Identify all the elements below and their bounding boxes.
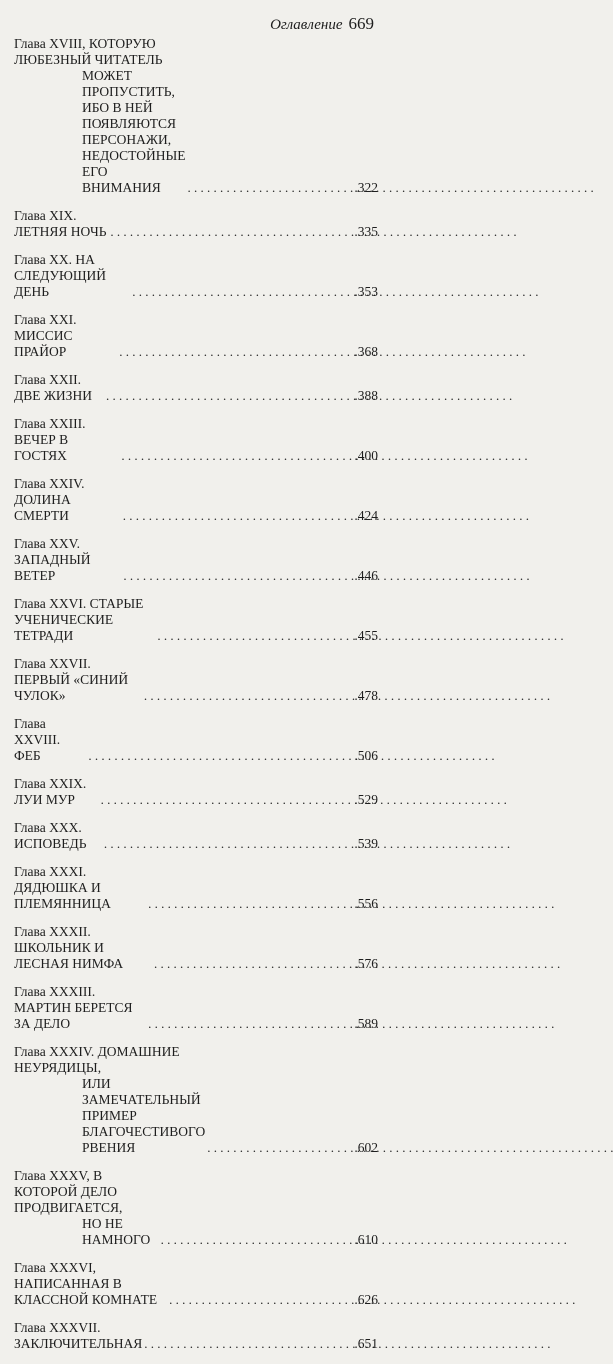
- chapter-label: Глава XXVII: [14, 656, 88, 671]
- chapter-title-text: . ДЯДЮШКА И ПЛЕМЯННИЦА: [14, 864, 111, 911]
- toc-entry: [14, 1260, 378, 1308]
- chapter-label: Глава XIX: [14, 208, 74, 223]
- chapter-title-text: . НА СЛЕДУЮЩИЙ ДЕНЬ: [14, 252, 106, 299]
- page-number: .506: [354, 748, 378, 763]
- toc-entry-title: [14, 716, 86, 764]
- page-number: .368: [354, 344, 378, 359]
- page-number: .529: [354, 792, 378, 807]
- toc-entry: [14, 208, 378, 240]
- toc-entry-line: [14, 36, 185, 68]
- chapter-title-text: . ШКОЛЬНИК И ЛЕСНАЯ НИМФА: [14, 924, 124, 971]
- chapter-title-text: . ДОМАШНИЕ НЕУРЯДИЦЫ,: [14, 1044, 180, 1075]
- dot-leader: [144, 1336, 352, 1352]
- toc-entry-title: [14, 312, 117, 360]
- page-number: .353: [354, 284, 378, 299]
- toc-entry-title: [14, 208, 108, 240]
- page-number: .335: [354, 224, 378, 239]
- toc-entry-line: [14, 864, 146, 912]
- chapter-title-text: НЕДОСТОЙНЫЕ ЕГО ВНИМАНИЯ: [82, 148, 186, 195]
- toc-entry: [14, 252, 378, 300]
- toc-entry: [14, 1320, 378, 1352]
- toc-entry-title: [14, 372, 104, 404]
- toc-entry: [14, 864, 378, 912]
- toc-entry-line: [14, 924, 152, 972]
- dot-leader: [119, 344, 352, 360]
- toc-entry-title: [14, 36, 185, 196]
- dot-leader: [88, 748, 352, 764]
- toc-entry-line: [14, 536, 121, 584]
- dot-leader: [104, 836, 353, 852]
- toc-entry-line: [14, 1168, 159, 1216]
- dot-leader: [144, 688, 353, 704]
- toc-entry-line: [14, 1044, 205, 1076]
- dot-leader: [106, 388, 352, 404]
- dot-leader: [123, 568, 352, 584]
- toc-entry-line: [14, 1320, 142, 1352]
- toc-entry: [14, 476, 378, 524]
- chapter-title-text: . ЗАКЛЮЧИТЕЛЬНАЯ: [14, 1320, 143, 1351]
- toc-entry-title: [14, 1044, 205, 1156]
- page-number: .651: [354, 1336, 378, 1351]
- dot-leader: [207, 1140, 352, 1156]
- toc-entry-line: [14, 416, 119, 464]
- toc-entry: [14, 312, 378, 360]
- chapter-title-text: . МАРТИН БЕРЕТСЯ ЗА ДЕЛО: [14, 984, 133, 1031]
- chapter-label: Глава XXIII: [14, 416, 83, 431]
- page-number: .446: [354, 568, 378, 583]
- toc-entry: [14, 36, 378, 196]
- toc-entry-line: [14, 208, 108, 240]
- chapter-label: Глава XXIV: [14, 476, 82, 491]
- toc-entry-title: [14, 656, 142, 704]
- toc-entry-line: [14, 1076, 205, 1124]
- dot-leader: [148, 1016, 352, 1032]
- header-page-number: 669: [348, 14, 374, 33]
- chapter-title-text: МОЖЕТ ПРОПУСТИТЬ,: [82, 68, 175, 99]
- toc-entry-title: [14, 924, 152, 972]
- page-number: .589: [354, 1016, 378, 1031]
- toc-entry-line: [14, 100, 185, 148]
- chapter-label: Глава XXVIII: [14, 716, 57, 747]
- toc-entry-title: [14, 536, 121, 584]
- toc-entry-title: [14, 820, 102, 852]
- toc-entry-line: [14, 984, 146, 1032]
- chapter-label: Глава XXV: [14, 536, 77, 551]
- chapter-label: Глава XXXIII: [14, 984, 92, 999]
- toc-entry: [14, 924, 378, 972]
- chapter-label: Глава XX: [14, 252, 69, 267]
- toc-entry-line: [14, 148, 185, 196]
- toc-entry-line: [14, 596, 155, 644]
- toc-entry-title: [14, 1168, 159, 1248]
- chapter-title-text: ИБО В НЕЙ ПОЯВЛЯЮТСЯ ПЕРСОНАЖИ,: [82, 100, 176, 147]
- chapter-label: Глава XXXVII: [14, 1320, 98, 1335]
- dot-leader: [148, 896, 352, 912]
- page-number: .556: [354, 896, 378, 911]
- toc-entry-line: [14, 1124, 205, 1156]
- toc-entry-line: [14, 820, 102, 852]
- chapter-title-text: . МИССИС ПРАЙОР: [14, 312, 77, 359]
- toc-entry: [14, 416, 378, 464]
- chapter-label: Глава XXXII: [14, 924, 88, 939]
- page-number: .388: [354, 388, 378, 403]
- page-number: .322: [354, 180, 378, 195]
- toc-entry-title: [14, 776, 99, 808]
- toc-entry-line: [14, 1216, 159, 1248]
- toc-entry: [14, 372, 378, 404]
- chapter-title-text: . ЛУИ МУР: [14, 776, 87, 807]
- toc-entry: [14, 1044, 378, 1156]
- toc-entry-line: [14, 312, 117, 360]
- toc-entry-title: [14, 864, 146, 912]
- toc-entry-line: [14, 776, 99, 808]
- chapter-label: Глава XXXI: [14, 864, 83, 879]
- dot-leader: [132, 284, 352, 300]
- chapter-title-text: . ДВЕ ЖИЗНИ: [14, 372, 92, 403]
- dot-leader: [187, 180, 352, 196]
- dot-leader: [157, 628, 352, 644]
- chapter-label: Глава XVIII: [14, 36, 83, 51]
- chapter-title-text: , НАПИСАННАЯ В КЛАССНОЙ КОМНАТЕ: [14, 1260, 158, 1307]
- chapter-label: Глава XXX: [14, 820, 79, 835]
- toc-entry-title: [14, 596, 155, 644]
- page-number: .478: [354, 688, 378, 703]
- dot-leader: [123, 508, 353, 524]
- toc-entry-line: [14, 68, 185, 100]
- dot-leader: [121, 448, 352, 464]
- toc-entry: [14, 656, 378, 704]
- dot-leader: [169, 1292, 352, 1308]
- page-number: .610: [354, 1232, 378, 1247]
- toc-entry-line: [14, 1260, 167, 1308]
- toc-entry-line: [14, 656, 142, 704]
- toc-entry-title: [14, 416, 119, 464]
- chapter-label: Глава XXXVI: [14, 1260, 93, 1275]
- chapter-title-text: . ЛЕТНЯЯ НОЧЬ: [14, 208, 107, 239]
- chapter-title-text: . СТАРЫЕ УЧЕНИЧЕСКИЕ ТЕТРАДИ: [14, 596, 144, 643]
- chapter-label: Глава XXVI: [14, 596, 83, 611]
- chapter-title-text: . ВЕЧЕР В ГОСТЯХ: [14, 416, 86, 463]
- chapter-label: Глава XXXV: [14, 1168, 87, 1183]
- chapter-label: Глава XXXIV: [14, 1044, 91, 1059]
- page-number: .626: [354, 1292, 378, 1307]
- chapter-title-text: . ИСПОВЕДЬ: [14, 820, 87, 851]
- toc-entry-line: [14, 372, 104, 404]
- toc-entry: [14, 776, 378, 808]
- chapter-title-text: НО НЕ НАМНОГО: [82, 1216, 151, 1247]
- chapter-title-text: . ЗАПАДНЫЙ ВЕТЕР: [14, 536, 91, 583]
- chapter-label: Глава XXI: [14, 312, 74, 327]
- page-number: .539: [354, 836, 378, 851]
- page-number: .424: [354, 508, 378, 523]
- chapter-title-text: , В КОТОРОЙ ДЕЛО ПРОДВИГАЕТСЯ,: [14, 1168, 123, 1215]
- chapter-title-text: . ПЕРВЫЙ «СИНИЙ ЧУЛОК»: [14, 656, 129, 703]
- chapter-title-text: БЛАГОЧЕСТИВОГО РВЕНИЯ: [82, 1124, 206, 1155]
- toc-entry-title: [14, 984, 146, 1032]
- toc-entry-line: [14, 476, 121, 524]
- toc-entry: [14, 1168, 378, 1248]
- toc-entry-line: [14, 716, 86, 764]
- chapter-title-text: , КОТОРУЮ ЛЮБЕЗНЫЙ ЧИТАТЕЛЬ: [14, 36, 163, 67]
- chapter-title-text: . ФЕБ: [14, 732, 61, 763]
- toc-entry: [14, 596, 378, 644]
- chapter-title-text: . ДОЛИНА СМЕРТИ: [14, 476, 85, 523]
- toc-entry-title: [14, 252, 130, 300]
- dot-leader: [101, 792, 353, 808]
- toc-entry: [14, 536, 378, 584]
- chapter-label: Глава XXII: [14, 372, 78, 387]
- page-number: .576: [354, 956, 378, 971]
- dot-leader: [161, 1232, 353, 1248]
- chapter-title-text: ИЛИ ЗАМЕЧАТЕЛЬНЫЙ ПРИМЕР: [82, 1076, 201, 1123]
- toc-entry-title: [14, 476, 121, 524]
- header-title: Оглавление: [270, 17, 343, 33]
- running-header: [270, 14, 374, 34]
- dot-leader: [110, 224, 352, 240]
- toc-entry-line: [14, 252, 130, 300]
- dot-leader: [154, 956, 352, 972]
- table-of-contents: [14, 36, 378, 1364]
- toc-entry: [14, 820, 378, 852]
- toc-entry: [14, 716, 378, 764]
- page-number: .400: [354, 448, 378, 463]
- toc-entry-title: [14, 1260, 167, 1308]
- toc-entry-title: [14, 1320, 142, 1352]
- toc-entry: [14, 984, 378, 1032]
- page-number: .602: [354, 1140, 378, 1155]
- page-number: .455: [354, 628, 378, 643]
- chapter-label: Глава XXIX: [14, 776, 83, 791]
